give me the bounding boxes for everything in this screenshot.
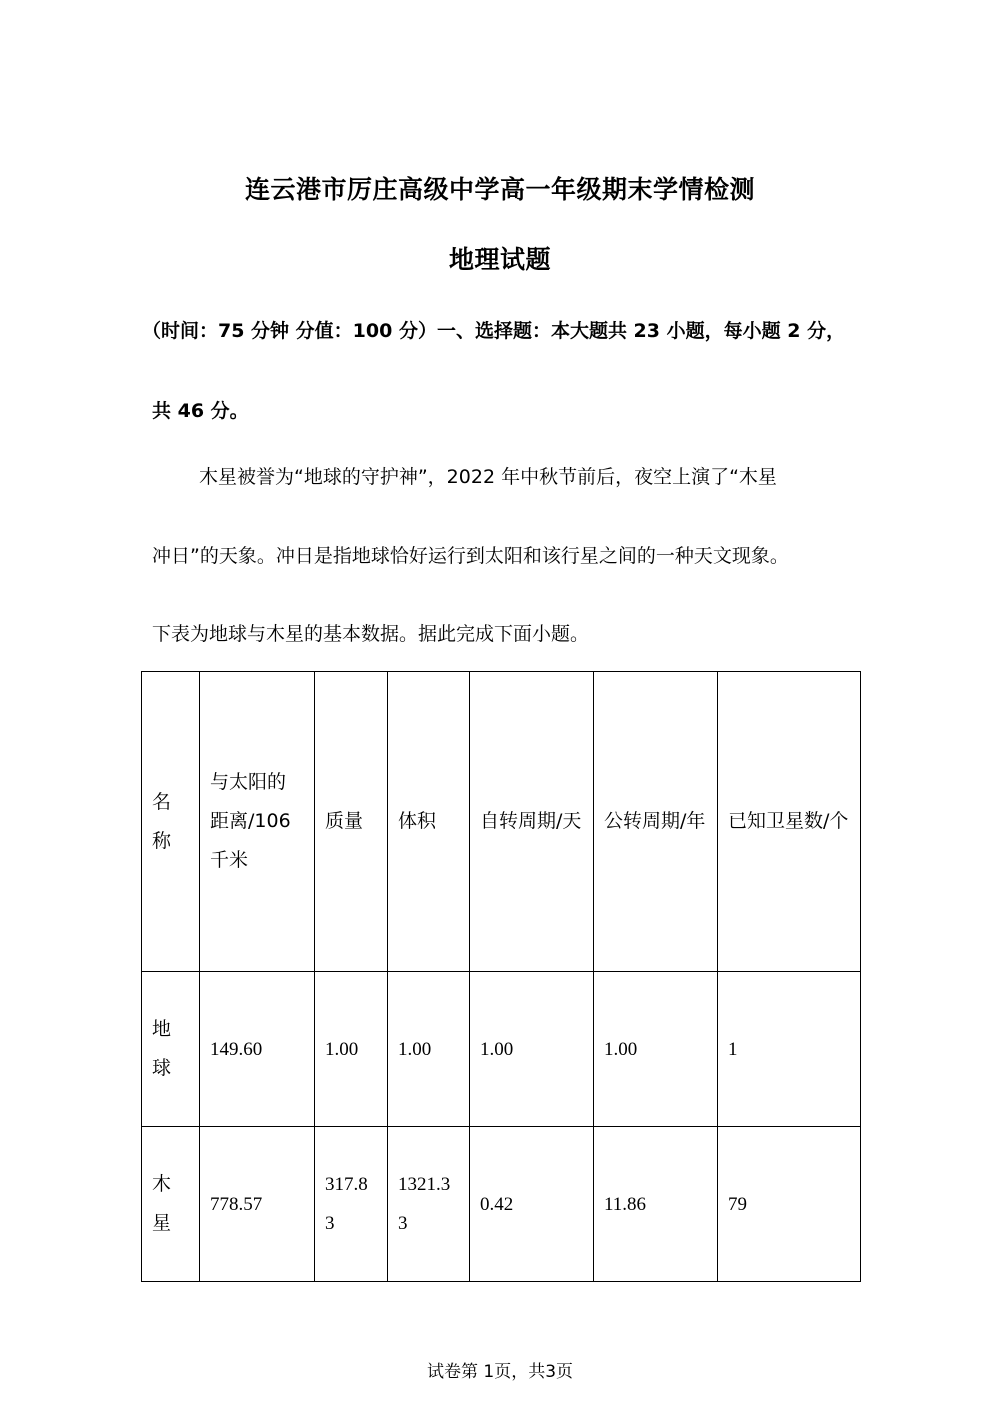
table-header-row	[142, 672, 861, 972]
cell-satellites: 1	[718, 972, 861, 1127]
header-cell-name: 名称	[142, 672, 200, 972]
cell-mass: 1.00	[315, 972, 388, 1127]
exam-title: 连云港市厉庄高级中学高一年级期末学情检测	[244, 175, 755, 204]
planet-data-table	[141, 671, 861, 1282]
cell-distance: 149.60	[200, 972, 315, 1127]
table-row	[142, 972, 861, 1127]
exam-subtitle: 地理试题	[448, 245, 551, 274]
cell-revolution: 1.00	[594, 972, 718, 1127]
page-footer: 试卷第 1页，共3页	[426, 1362, 574, 1382]
passage-line2: 冲日”的天象。冲日是指地球恰好运行到太阳和该行星之间的一种天文现象。	[152, 545, 789, 567]
passage-line1: 木星被誉为“地球的守护神”，2022 年中秋节前后，夜空上演了“木星	[199, 466, 777, 488]
cell-revolution: 11.86	[594, 1127, 718, 1282]
header-cell-revolution: 公转周期/年	[594, 672, 718, 972]
header-cell-volume: 体积	[388, 672, 470, 972]
header-cell-satellites: 已知卫星数/个	[718, 672, 861, 972]
cell-planet-name: 木星	[142, 1127, 200, 1282]
section-instructions-line2: 共 46 分。	[152, 400, 249, 422]
cell-mass: 317.83	[315, 1127, 388, 1282]
cell-volume: 1321.33	[388, 1127, 470, 1282]
section-instructions-line1: （时间：75 分钟 分值：100 分）一、选择题：本大题共 23 小题，每小题 2 分，	[142, 320, 846, 342]
cell-rotation: 0.42	[470, 1127, 594, 1282]
cell-planet-name: 地球	[142, 972, 200, 1127]
header-cell-distance: 与太阳的距离/106 千米	[200, 672, 315, 972]
cell-volume: 1.00	[388, 972, 470, 1127]
cell-distance: 778.57	[200, 1127, 315, 1282]
header-cell-mass: 质量	[315, 672, 388, 972]
cell-satellites: 79	[718, 1127, 861, 1282]
header-cell-rotation: 自转周期/天	[470, 672, 594, 972]
table-row	[142, 1127, 861, 1282]
cell-rotation: 1.00	[470, 972, 594, 1127]
passage-line3: 下表为地球与木星的基本数据。据此完成下面小题。	[152, 623, 590, 645]
